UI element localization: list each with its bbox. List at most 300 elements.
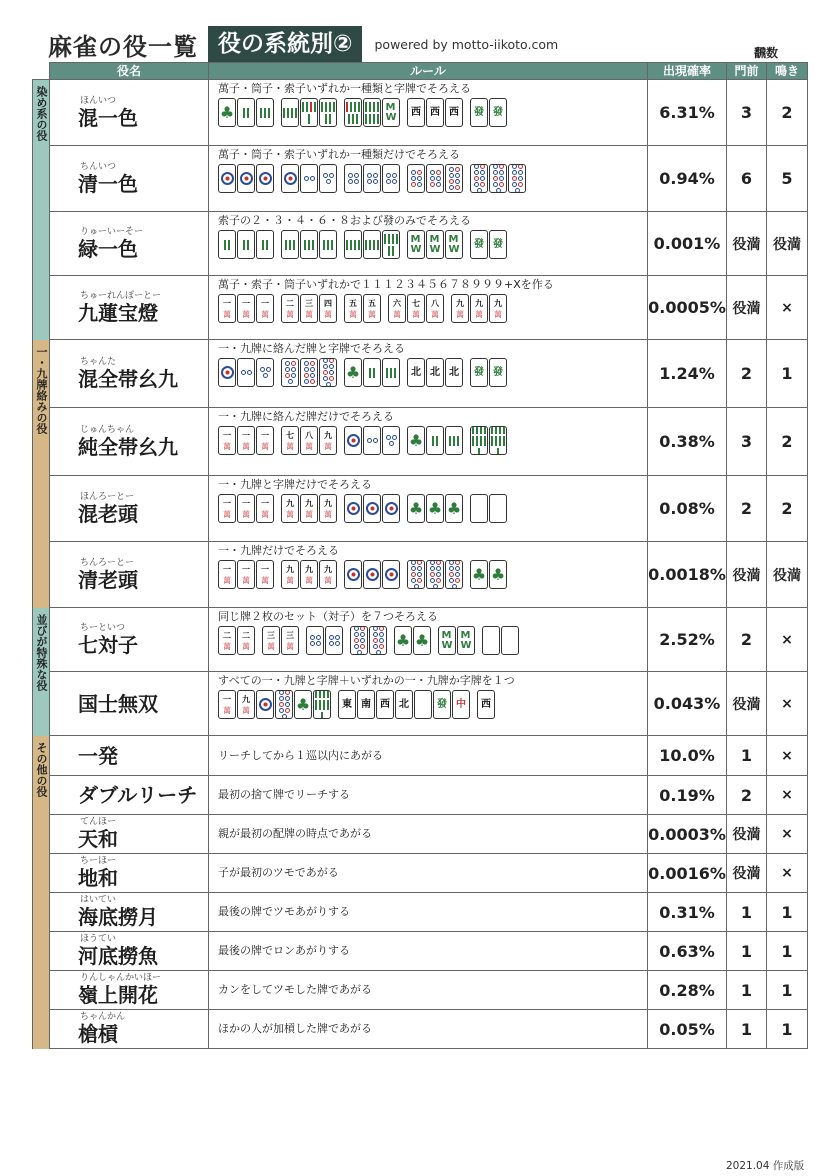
yaku-row	[33, 276, 808, 340]
tile-group	[306, 626, 343, 655]
man-number: 一	[223, 564, 231, 574]
man-tile	[319, 494, 337, 523]
sou-one-bird-icon: ♣	[218, 98, 236, 127]
category-header	[33, 63, 50, 80]
han-closed: 3	[727, 408, 767, 476]
man-number: 一	[223, 430, 231, 440]
col-rule-header: ルール	[209, 63, 648, 80]
honor-tile	[470, 98, 488, 127]
category-label: 並びが特殊な役	[35, 613, 48, 691]
man-tile	[407, 294, 425, 323]
example-hand	[218, 358, 644, 387]
category-other	[33, 736, 50, 1049]
man-tile	[237, 690, 255, 719]
rule-text: 親が最初の配牌の時点であがる	[209, 815, 648, 854]
pin-tile-icon	[344, 494, 362, 523]
yaku-row	[33, 608, 808, 672]
han-closed: 1	[727, 932, 767, 971]
rule-text: 同じ牌２枚のセット（対子）を７つそろえる	[218, 610, 438, 623]
man-character: 萬	[456, 309, 464, 319]
man-tile	[237, 560, 255, 589]
man-character: 萬	[286, 575, 294, 585]
man-tile	[237, 426, 255, 455]
tile-group	[281, 294, 337, 323]
occurrence-rate: 0.001%	[648, 212, 727, 276]
yaku-name-cell	[50, 146, 209, 212]
sou-tile-icon	[363, 98, 381, 127]
honor-tile	[477, 690, 495, 719]
sou-tile-icon	[256, 230, 274, 259]
tile-group	[281, 426, 337, 455]
yaku-name-cell	[50, 776, 209, 815]
rule-text: すべての一・九牌と字牌＋いずれかの一・九牌か字牌を１つ	[218, 674, 515, 687]
yaku-name: 一発	[78, 743, 118, 768]
occurrence-rate: 0.05%	[648, 1010, 727, 1049]
han-open: 1	[767, 1010, 808, 1049]
sou-one-bird-icon: ♣	[407, 426, 425, 455]
sou-tile-icon	[300, 98, 318, 127]
sou-tile-icon	[300, 230, 318, 259]
yaku-name: ダブルリーチ	[78, 783, 198, 807]
man-character: 萬	[286, 509, 294, 519]
example-hand	[218, 230, 644, 259]
yaku-name-cell	[50, 932, 209, 971]
man-character: 萬	[261, 509, 269, 519]
tile-group	[344, 560, 400, 589]
yaku-row	[33, 212, 808, 276]
honor-character: 北	[449, 366, 459, 378]
yaku-name: 天和	[78, 827, 118, 851]
yaku-name-cell	[50, 672, 209, 736]
tile-group	[218, 164, 274, 193]
man-number: 三	[267, 630, 275, 640]
man-number: 一	[242, 298, 250, 308]
pin-tile-icon	[319, 164, 337, 193]
pin-tile-icon	[445, 560, 463, 589]
sou-one-bird-icon: ♣	[344, 358, 362, 387]
pin-tile-icon	[382, 164, 400, 193]
white-dragon-tile-icon	[414, 690, 432, 719]
yaku-reading: てんほー	[80, 817, 117, 827]
rule-text: 萬子・筒子・索子いずれか一種類だけでそろえる	[218, 148, 460, 161]
yaku-row	[33, 408, 808, 476]
pin-tile-icon	[426, 560, 444, 589]
han-closed: 役満	[727, 672, 767, 736]
honor-character: 發	[474, 366, 484, 378]
honor-character: 西	[430, 106, 440, 118]
honor-character: 西	[380, 698, 390, 710]
yaku-name-cell	[50, 893, 209, 932]
sou-one-bird-icon: ♣	[445, 494, 463, 523]
occurrence-rate: 0.31%	[648, 893, 727, 932]
yaku-reading: ちーといつ	[80, 622, 126, 633]
occurrence-rate: 0.19%	[648, 776, 727, 815]
tile-group	[470, 358, 507, 387]
rule-text: 一・九牌に絡んだ牌だけでそろえる	[218, 410, 394, 423]
han-closed: 1	[727, 971, 767, 1010]
sou-eight-tile-icon: M W	[438, 626, 456, 655]
han-closed: 2	[727, 340, 767, 408]
man-tile	[300, 294, 318, 323]
han-closed: 2	[727, 608, 767, 672]
man-number: 一	[261, 298, 269, 308]
honor-tile	[426, 358, 444, 387]
man-number: 三	[286, 630, 294, 640]
man-number: 六	[393, 298, 401, 308]
yaku-name: 緑一色	[78, 236, 138, 261]
sou-tile-icon	[426, 426, 444, 455]
yaku-name-cell	[50, 854, 209, 893]
honor-tile	[407, 358, 425, 387]
rule-text: 一・九牌だけでそろえる	[218, 544, 339, 557]
pin-tile-icon	[281, 358, 299, 387]
honor-character: 發	[474, 238, 484, 250]
tile-group	[218, 294, 274, 323]
man-number: 七	[286, 430, 294, 440]
honor-tile	[433, 690, 451, 719]
pin-tile-icon	[306, 626, 324, 655]
man-tile	[451, 294, 469, 323]
man-character: 萬	[242, 575, 250, 585]
tile-group	[218, 690, 331, 719]
tile-group	[388, 294, 444, 323]
yaku-row	[33, 736, 808, 776]
page-header	[48, 26, 558, 62]
tile-group	[438, 626, 475, 655]
yaku-name: 地和	[78, 866, 118, 890]
man-number: 九	[456, 298, 464, 308]
man-character: 萬	[324, 441, 332, 451]
pin-tile-icon	[319, 358, 337, 387]
sou-one-bird-icon: ♣	[294, 690, 312, 719]
han-open: ×	[767, 276, 808, 340]
pin-tile-icon	[407, 560, 425, 589]
yaku-reading: ちゃんかん	[80, 1012, 126, 1022]
example-hand	[218, 560, 644, 589]
category-label: 一・九牌絡みの役	[35, 345, 48, 434]
man-tile	[218, 294, 236, 323]
man-number: 一	[223, 298, 231, 308]
honor-character: 發	[437, 698, 447, 710]
yaku-table	[32, 62, 808, 1049]
man-character: 萬	[324, 309, 332, 319]
pin-tile-icon	[275, 690, 293, 719]
category-some	[33, 80, 50, 340]
tile-group	[281, 560, 337, 589]
sou-tile-icon	[237, 230, 255, 259]
man-character: 萬	[286, 309, 294, 319]
tile-group	[344, 494, 400, 523]
man-character: 萬	[412, 309, 420, 319]
occurrence-rate: 1.24%	[648, 340, 727, 408]
honor-tile	[445, 358, 463, 387]
occurrence-rate: 10.0%	[648, 736, 727, 776]
honor-tile	[376, 690, 394, 719]
yaku-name-cell	[50, 340, 209, 408]
han-open: 1	[767, 932, 808, 971]
honor-tile	[395, 690, 413, 719]
rule-text: 索子の２・３・４・６・８および發のみでそろえる	[218, 214, 471, 227]
man-tile	[281, 626, 299, 655]
man-tile	[281, 494, 299, 523]
sou-tile-icon	[445, 426, 463, 455]
man-number: 二	[286, 298, 294, 308]
pin-tile-icon	[300, 164, 318, 193]
pin-tile-icon	[237, 164, 255, 193]
sou-tile-icon	[237, 98, 255, 127]
man-number: 九	[286, 498, 294, 508]
rule-text: ほかの人が加槓した牌であがる	[209, 1010, 648, 1049]
man-number: 一	[261, 498, 269, 508]
yaku-row	[33, 542, 808, 608]
tile-group	[344, 98, 400, 127]
man-tile	[281, 294, 299, 323]
han-closed: 役満	[727, 854, 767, 893]
man-character: 萬	[431, 309, 439, 319]
man-number: 一	[242, 498, 250, 508]
man-number: 四	[324, 298, 332, 308]
han-closed: 2	[727, 776, 767, 815]
honor-character: 發	[493, 106, 503, 118]
tile-group	[338, 690, 470, 719]
yaku-name: 清一色	[78, 171, 138, 196]
man-character: 萬	[261, 309, 269, 319]
tile-group	[218, 494, 274, 523]
rule-text: 最初の捨て牌でリーチする	[209, 776, 648, 815]
honor-tile	[470, 230, 488, 259]
table-header	[33, 63, 808, 80]
occurrence-rate: 0.043%	[648, 672, 727, 736]
han-closed: 役満	[727, 212, 767, 276]
pin-tile-icon	[363, 426, 381, 455]
yaku-reading: ちーほー	[80, 856, 117, 866]
man-tile	[237, 494, 255, 523]
tile-group	[218, 98, 274, 127]
tile-group	[344, 230, 400, 259]
man-character: 萬	[242, 309, 250, 319]
tile-group	[344, 294, 381, 323]
han-closed: 6	[727, 146, 767, 212]
sou-tile-icon	[281, 230, 299, 259]
yaku-name: 槍槓	[78, 1022, 118, 1046]
yaku-name-cell	[50, 276, 209, 340]
tile-group	[281, 98, 337, 127]
honor-character: 發	[493, 238, 503, 250]
category-label: 染め系の役	[35, 86, 48, 141]
yaku-reading: ちゅーれんぽーとー	[80, 290, 162, 301]
tile-group	[344, 164, 400, 193]
man-character: 萬	[349, 309, 357, 319]
yaku-row	[33, 340, 808, 408]
yaku-row	[33, 476, 808, 542]
example-hand	[218, 494, 644, 523]
category-label: その他の役	[35, 741, 48, 797]
yaku-name-cell	[50, 80, 209, 146]
occurrence-rate: 0.94%	[648, 146, 727, 212]
rule-text: 子が最初のツモであがる	[209, 854, 648, 893]
honor-character: 東	[342, 698, 352, 710]
yaku-name-cell	[50, 408, 209, 476]
han-closed: 2	[727, 476, 767, 542]
sou-tile-icon	[313, 690, 331, 719]
sou-tile-icon	[489, 426, 507, 455]
man-tile	[363, 294, 381, 323]
han-open: ×	[767, 815, 808, 854]
yaku-name: 国士無双	[78, 691, 158, 716]
yaku-row	[33, 815, 808, 854]
pin-tile-icon	[325, 626, 343, 655]
pin-tile-icon	[363, 560, 381, 589]
sou-one-bird-icon: ♣	[413, 626, 431, 655]
pin-tile-icon	[382, 560, 400, 589]
tile-group	[218, 230, 274, 259]
rule-cell	[209, 276, 648, 340]
yaku-name: 清老頭	[78, 567, 138, 592]
sou-tile-icon	[382, 358, 400, 387]
yaku-name: 混老頭	[78, 501, 138, 526]
honor-character: 北	[399, 698, 409, 710]
man-number: 九	[324, 564, 332, 574]
tile-group	[407, 164, 463, 193]
honor-character: 發	[474, 106, 484, 118]
rule-text: 一・九牌と字牌だけでそろえる	[218, 478, 372, 491]
hanshu-label: 飜数	[754, 46, 779, 60]
sou-tile-icon	[344, 98, 362, 127]
occurrence-rate: 0.0016%	[648, 854, 727, 893]
han-open: 2	[767, 80, 808, 146]
pin-tile-icon	[369, 626, 387, 655]
man-number: 三	[305, 298, 313, 308]
honor-character: 中	[456, 698, 466, 710]
han-open: 役満	[767, 542, 808, 608]
man-tile	[319, 560, 337, 589]
man-number: 五	[368, 298, 376, 308]
honor-character: 西	[481, 698, 491, 710]
tile-group	[451, 294, 507, 323]
honor-tile	[489, 98, 507, 127]
man-number: 九	[242, 694, 250, 704]
occurrence-rate: 0.0003%	[648, 815, 727, 854]
yaku-reading: ほうてい	[80, 934, 117, 944]
yaku-name: 九蓮宝燈	[78, 300, 158, 325]
tile-group	[407, 426, 463, 455]
yaku-name: 海底撈月	[78, 905, 158, 929]
rule-text: 萬子・筒子・索子いずれか一種類と字牌でそろえる	[218, 82, 471, 95]
man-tile	[256, 294, 274, 323]
example-hand	[218, 426, 644, 455]
man-number: 二	[223, 630, 231, 640]
occurrence-rate: 0.63%	[648, 932, 727, 971]
tile-group	[394, 626, 431, 655]
occurrence-rate: 0.08%	[648, 476, 727, 542]
white-dragon-tile-icon	[501, 626, 519, 655]
sou-one-bird-icon: ♣	[489, 560, 507, 589]
occurrence-rate: 2.52%	[648, 608, 727, 672]
han-open: ×	[767, 608, 808, 672]
yaku-name-cell	[50, 608, 209, 672]
rule-cell	[209, 542, 648, 608]
man-tile	[218, 560, 236, 589]
rule-text: 一・九牌に絡んだ牌と字牌でそろえる	[218, 342, 405, 355]
han-closed: 3	[727, 80, 767, 146]
pin-tile-icon	[363, 494, 381, 523]
man-tile	[218, 690, 236, 719]
man-tile	[281, 560, 299, 589]
yaku-row	[33, 971, 808, 1010]
han-closed: 役満	[727, 815, 767, 854]
yaku-name: 純全帯幺九	[78, 434, 178, 459]
occurrence-rate: 0.28%	[648, 971, 727, 1010]
man-character: 萬	[223, 705, 231, 715]
sou-one-bird-icon: ♣	[426, 494, 444, 523]
occurrence-rate: 0.38%	[648, 408, 727, 476]
pin-tile-icon	[237, 358, 255, 387]
man-number: 一	[223, 498, 231, 508]
man-number: 九	[324, 498, 332, 508]
man-character: 萬	[261, 441, 269, 451]
tile-group	[470, 560, 507, 589]
yaku-name-cell	[50, 1010, 209, 1049]
man-character: 萬	[475, 309, 483, 319]
man-number: 一	[242, 564, 250, 574]
pin-tile-icon	[489, 164, 507, 193]
man-tile	[470, 294, 488, 323]
honor-tile	[489, 358, 507, 387]
han-open: 1	[767, 893, 808, 932]
man-character: 萬	[242, 441, 250, 451]
tile-group	[470, 426, 507, 455]
yaku-row	[33, 146, 808, 212]
man-character: 萬	[324, 575, 332, 585]
man-character: 萬	[242, 705, 250, 715]
sou-one-bird-icon: ♣	[407, 494, 425, 523]
sou-tile-icon	[319, 98, 337, 127]
pin-tile-icon	[256, 690, 274, 719]
pin-tile-icon	[350, 626, 368, 655]
man-tile	[300, 494, 318, 523]
yaku-name: 嶺上開花	[78, 983, 158, 1007]
han-open: ×	[767, 736, 808, 776]
man-character: 萬	[223, 641, 231, 651]
han-open: 1	[767, 340, 808, 408]
sou-eight-tile-icon: M W	[426, 230, 444, 259]
yaku-name-cell	[50, 476, 209, 542]
man-character: 萬	[242, 641, 250, 651]
honor-tile	[426, 98, 444, 127]
honor-character: 北	[430, 366, 440, 378]
example-hand	[218, 98, 644, 127]
man-character: 萬	[305, 509, 313, 519]
tile-group	[477, 690, 495, 719]
man-tile	[256, 494, 274, 523]
rule-cell	[209, 340, 648, 408]
footer-date: 2021.04 作成版	[726, 1160, 805, 1172]
sou-eight-tile-icon: M W	[407, 230, 425, 259]
yaku-name: 混全帯幺九	[78, 366, 178, 391]
sou-tile-icon	[319, 230, 337, 259]
yaku-name: 混一色	[78, 105, 138, 130]
honor-tile	[407, 98, 425, 127]
yaku-reading: ちんろーとー	[80, 557, 135, 568]
man-number: 九	[305, 498, 313, 508]
honor-character: 南	[361, 698, 371, 710]
han-closed: 1	[727, 1010, 767, 1049]
tile-group	[470, 230, 507, 259]
yaku-row	[33, 776, 808, 815]
honor-tile	[452, 690, 470, 719]
man-tile	[300, 426, 318, 455]
man-tile	[319, 294, 337, 323]
